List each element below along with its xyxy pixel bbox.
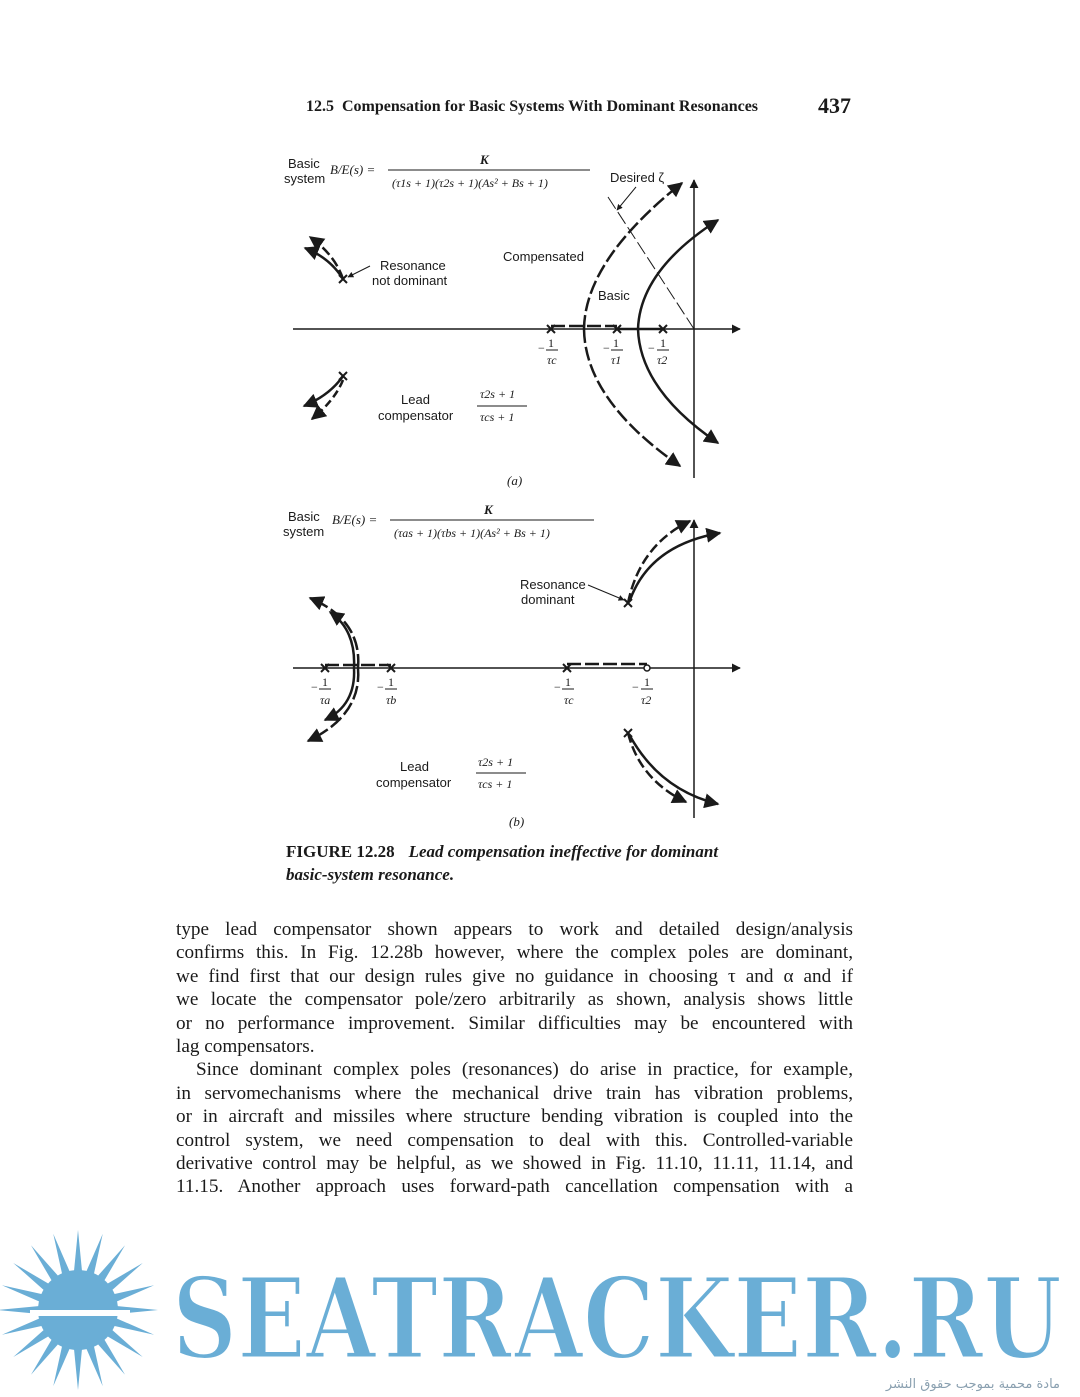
basic-label-1: Basic [288, 156, 320, 171]
text-line: lag compensators. [176, 1036, 315, 1058]
sun-ray [74, 1346, 83, 1390]
caption-number: FIGURE 12.28 [286, 842, 395, 861]
tick-tau-a: τa [320, 693, 331, 707]
text-line: in servomechanisms where the mechanical drive train has vibration problems, [176, 1082, 853, 1104]
denominator: (τ1s + 1)(τ2s + 1)(As² + Bs + 1) [392, 176, 548, 190]
caption-text: Lead compensation ineffective for dominant [408, 842, 719, 861]
body-text [176, 918, 853, 1199]
svg-text:−: − [377, 680, 384, 694]
svg-text:−: − [311, 680, 318, 694]
section-title: Compensation for Basic Systems With Dominant Resonances [342, 98, 759, 115]
lead-label-1: Lead [401, 392, 430, 407]
svg-text:1: 1 [565, 675, 571, 689]
svg-text:1: 1 [644, 675, 650, 689]
tick-tau-c: τc [564, 693, 574, 707]
tick-tau-b: τb [386, 693, 397, 707]
sublabel-b: (b) [509, 814, 525, 829]
resonance-label-1: Resonance [380, 258, 446, 273]
tick-tau-c: τc [547, 353, 557, 367]
svg-text:1: 1 [613, 336, 619, 350]
lead-denominator: τcs + 1 [478, 777, 513, 791]
compensated-label: Compensated [503, 249, 584, 264]
watermark-arabic: مادة محمية بموجب حقوق النشر [885, 1377, 1060, 1392]
watermark [0, 1230, 1080, 1397]
figure-a [284, 152, 740, 488]
sun-ray [2, 1317, 45, 1335]
text-line: 11.15. Another approach uses forward-path cancellation compensation with a [176, 1176, 853, 1198]
text-line: Since dominant complex poles (resonances) do arise in practice, for example, [196, 1059, 853, 1081]
lead-label-1: Lead [400, 759, 429, 774]
text-line: type lead compensator shown appears to work and detailed design/analysis [176, 919, 853, 940]
text-line: or no performance improvement. Similar difficulties may be encountered with [176, 1012, 853, 1034]
svg-text:−: − [554, 680, 561, 694]
watermark-text: SEATRACKER.RU [172, 1254, 1062, 1385]
lead-label-2: compensator [376, 775, 452, 790]
lead-label-2: compensator [378, 408, 454, 423]
svg-text:1: 1 [322, 675, 328, 689]
basic-label-1: Basic [288, 509, 320, 524]
text-line: control system, we need compensation to deal with this. Controlled-variable [176, 1129, 853, 1151]
desired-zeta-label: Desired ζ [610, 170, 665, 185]
caption-text-2: basic-system resonance. [286, 865, 455, 884]
tf-lhs: B/E(s) = [330, 162, 376, 177]
zero-marker [644, 665, 650, 671]
tick-tau-2: τ2 [641, 693, 652, 707]
resonance-label-2: dominant [521, 592, 575, 607]
basic-label-2: system [283, 524, 325, 539]
sun-ray [111, 1317, 154, 1335]
text-line: derivative control may be helpful, as we showed in Fig. 11.10, 11.11, 11.14, and [176, 1153, 853, 1175]
resonance-label-1: Resonance [520, 577, 586, 592]
svg-text:1: 1 [660, 336, 666, 350]
text-line: we locate the compensator pole/zero arbitrarily as shown, analysis shows little [176, 989, 853, 1011]
basic-label-2: system [284, 171, 326, 186]
sun-ray [53, 1234, 71, 1277]
numerator: K [484, 502, 493, 517]
text-line: we find first that our design rules give no guidance in choosing τ and α and if [176, 965, 853, 987]
sublabel-a: (a) [507, 473, 523, 488]
figure-caption [286, 840, 718, 886]
svg-text:1: 1 [548, 336, 554, 350]
tick-tau-1: τ1 [611, 353, 622, 367]
sun-ray [111, 1285, 154, 1303]
sun-ray [74, 1230, 83, 1274]
basic-curve-label: Basic [598, 288, 630, 303]
tick-tau-2: τ2 [657, 353, 668, 367]
page-number: 437 [818, 93, 851, 118]
lead-denominator: τcs + 1 [480, 410, 515, 424]
sun-ray [2, 1285, 45, 1303]
svg-text:1: 1 [388, 675, 394, 689]
sun-ray [53, 1343, 71, 1386]
denominator: (τas + 1)(τbs + 1)(As² + Bs + 1) [394, 526, 550, 540]
tf-lhs: B/E(s) = [332, 512, 378, 527]
text-line: or in aircraft and missiles where structure bending vibration is coupled into the [176, 1106, 853, 1128]
lead-numerator: τ2s + 1 [478, 755, 514, 769]
text-line: confirms this. In Fig. 12.28b however, where the complex poles are dominant, [176, 942, 853, 964]
svg-text:−: − [538, 341, 545, 355]
svg-text:−: − [603, 341, 610, 355]
sun-ray [85, 1343, 103, 1386]
sun-ray [85, 1234, 103, 1277]
lead-numerator: τ2s + 1 [480, 387, 516, 401]
numerator: K [480, 152, 489, 167]
svg-text:−: − [632, 680, 639, 694]
svg-text:−: − [648, 341, 655, 355]
section-number: 12.5 [306, 98, 334, 115]
figure-b [283, 502, 740, 829]
resonance-label-2: not dominant [372, 273, 448, 288]
